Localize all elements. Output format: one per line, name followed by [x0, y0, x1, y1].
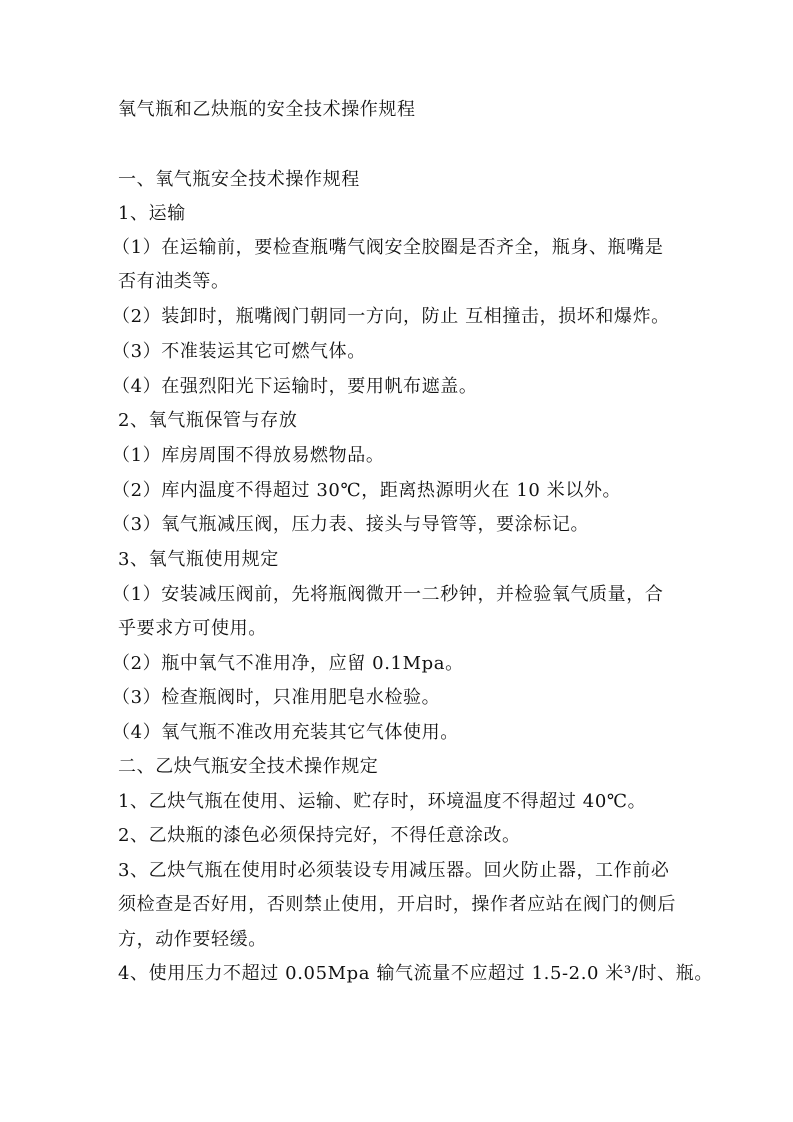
text-line: （3）不准装运其它可燃气体。	[112, 341, 366, 362]
text-line: 1、乙炔气瓶在使用、运输、贮存时，环境温度不得超过 40℃。	[118, 791, 647, 812]
text-line: （3）氧气瓶减压阀，压力表、接头与导管等，要涂标记。	[112, 514, 590, 535]
text-line: 3、氧气瓶使用规定	[118, 549, 279, 570]
text-line: 乎要求方可使用。	[118, 618, 267, 639]
document-title: 氧气瓶和乙炔瓶的安全技术操作规程	[118, 99, 416, 120]
text-line: （1）在运输前，要检查瓶嘴气阀安全胶圈是否齐全，瓶身、瓶嘴是	[112, 237, 664, 258]
text-line: （4）在强烈阳光下运输时，要用帆布遮盖。	[112, 376, 478, 397]
text-line: （4）氧气瓶不准改用充装其它气体使用。	[112, 722, 459, 743]
text-line: （2）库内温度不得超过 30℃，距离热源明火在 10 米以外。	[112, 480, 622, 501]
text-line: （3）检查瓶阀时，只准用肥皂水检验。	[112, 687, 441, 708]
text-line: 2、乙炔瓶的漆色必须保持完好，不得任意涂改。	[118, 825, 521, 846]
section-heading: 一、氧气瓶安全技术操作规程	[118, 169, 360, 190]
text-line: （1）安装减压阀前，先将瓶阀微开一二秒钟，并检验氧气质量，合	[112, 584, 664, 605]
text-line: （2）装卸时，瓶嘴阀门朝同一方向，防止 互相撞击，损坏和爆炸。	[112, 306, 670, 327]
text-line: 4、使用压力不超过 0.05Mpa 输气流量不应超过 1.5-2.0 米³/时、瓶。	[118, 963, 713, 984]
text-line: 2、氧气瓶保管与存放	[118, 410, 298, 431]
text-line: 3、乙炔气瓶在使用时必须装设专用减压器。回火防止器，工作前必	[118, 860, 670, 881]
text-line: 1、运输	[118, 203, 186, 224]
section-heading: 二、乙炔气瓶安全技术操作规定	[118, 756, 379, 777]
text-line: 方，动作要轻缓。	[118, 929, 267, 950]
text-line: 须检查是否好用，否则禁止使用，开启时，操作者应站在阀门的侧后	[118, 894, 676, 915]
text-line: （1）库房周围不得放易燃物品。	[112, 445, 385, 466]
text-line: 否有油类等。	[118, 271, 230, 292]
text-line: （2）瓶中氧气不准用净，应留 0.1Mpa。	[112, 653, 464, 674]
